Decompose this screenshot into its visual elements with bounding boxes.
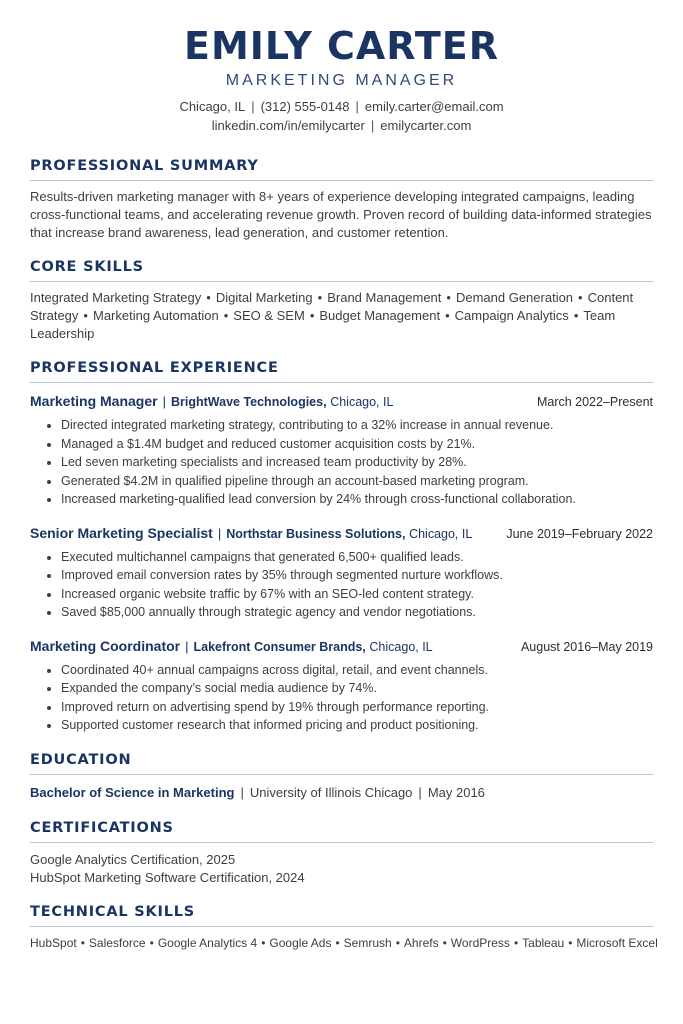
job-dates: August 2016–May 2019	[520, 639, 653, 654]
job-location: Chicago, IL	[369, 639, 433, 654]
contact-city: Chicago, IL	[179, 99, 246, 114]
job-bullet: • Supported customer research that informed pricing and product positioning.	[61, 716, 653, 735]
skill-item: Brand Management	[327, 290, 442, 305]
job-bullet: • Coordinated 40+ annual campaigns across digital, retail, and event channels.	[61, 661, 653, 680]
core-skills-section	[30, 258, 653, 343]
technical-skill-separator: •	[335, 935, 340, 950]
job-header	[30, 391, 653, 412]
skill-item: Integrated Marketing Strategy	[30, 290, 202, 305]
job-entry	[30, 523, 653, 622]
job-title: Marketing Coordinator	[30, 637, 181, 654]
education-date: May 2016	[427, 784, 485, 800]
technical-skill-item: Tableau	[522, 935, 565, 950]
technical-skill-item: Google Analytics 4	[157, 935, 258, 950]
job-bullet: • Led seven marketing specialists and increased team productivity by 28%.	[61, 453, 653, 472]
technical-skill-separator: •	[80, 935, 85, 950]
technical-skill-item: Semrush	[343, 935, 392, 950]
job-bullet: • Increased organic website traffic by 67% with an SEO-led content strategy.	[61, 585, 653, 604]
certifications-section	[30, 819, 653, 887]
job-separator: |	[217, 525, 222, 541]
technical-skills-section	[30, 903, 658, 952]
education-entry	[30, 783, 653, 803]
candidate-name: EMILY CARTER	[184, 24, 499, 68]
contact-phone[interactable]: (312) 555-0148	[260, 99, 350, 114]
education-section	[30, 751, 653, 803]
technical-skill-separator: •	[568, 935, 573, 950]
certification-item: Google Analytics Certification, 2025	[30, 851, 236, 867]
education-separator: |	[240, 784, 244, 800]
job-dates: March 2022–Present	[536, 395, 653, 409]
job-title: Marketing Manager	[30, 393, 158, 409]
skill-item: Demand Generation	[455, 290, 574, 305]
education-separator: |	[418, 784, 422, 800]
section-heading: PROFESSIONAL EXPERIENCE	[30, 359, 653, 383]
technical-skill-item: Google Ads	[269, 935, 332, 950]
job-company: Northstar Business Solutions,	[226, 526, 406, 541]
education-degree: Bachelor of Science in Marketing	[30, 784, 235, 800]
section-heading: TECHNICAL SKILLS	[30, 903, 653, 927]
job-heading	[30, 636, 433, 657]
contact-line-1	[30, 97, 653, 116]
job-separator: |	[185, 638, 189, 654]
summary-text: Results-driven marketing manager with 8+ years of experience developing integrated campaigns, leading cross-functional teams, and accelerating revenue growth. Proven record of building data-informed strategies that increase brand awareness, lead generation, and customer retention.	[30, 189, 652, 240]
job-heading	[30, 523, 472, 544]
technical-skills-list	[30, 934, 658, 952]
candidate-role: MARKETING MANAGER	[225, 72, 458, 89]
skill-item: SEO & SEM	[233, 308, 305, 323]
job-dates: June 2019–February 2022	[506, 526, 653, 541]
job-title: Senior Marketing Specialist	[30, 524, 213, 541]
job-bullet-list	[30, 416, 653, 509]
job-bullet: • Saved $85,000 annually through strategic agency and vendor negotiations.	[61, 603, 653, 622]
section-heading: EDUCATION	[30, 751, 653, 775]
job-company: BrightWave Technologies,	[170, 395, 327, 409]
section-heading: CORE SKILLS	[30, 258, 653, 282]
section-heading: CERTIFICATIONS	[30, 819, 653, 843]
skill-item: Marketing Automation	[92, 308, 219, 323]
section-heading: PROFESSIONAL SUMMARY	[30, 157, 653, 181]
education-school: University of Illinois Chicago	[249, 784, 413, 800]
technical-skill-separator: •	[395, 935, 400, 950]
skill-separator: •	[317, 290, 323, 305]
skill-separator: •	[83, 308, 88, 323]
job-bullet: • Directed integrated marketing strategy, contributing to a 32% increase in annual revenue.	[61, 416, 653, 435]
technical-skill-separator: •	[149, 935, 154, 950]
job-bullet: • Improved email conversion rates by 35% through segmented nurture workflows.	[61, 566, 653, 585]
skill-separator: •	[445, 308, 450, 323]
technical-skill-item: Salesforce	[88, 935, 146, 950]
skill-separator: •	[446, 290, 451, 305]
technical-skill-item: WordPress	[450, 935, 510, 950]
certification-item: HubSpot Marketing Software Certification, 2024	[30, 869, 305, 885]
job-location: Chicago, IL	[409, 526, 473, 541]
job-bullet: • Improved return on advertising spend by 19% through performance reporting.	[61, 698, 653, 717]
job-separator: |	[162, 394, 166, 409]
job-entry	[30, 636, 653, 735]
summary-section	[30, 157, 653, 242]
job-bullet-list	[30, 548, 653, 622]
skill-item: Content Strategy	[30, 290, 634, 323]
skill-separator: •	[223, 308, 229, 323]
job-header	[30, 636, 653, 657]
resume-header	[30, 0, 653, 135]
skill-item: Campaign Analytics	[454, 308, 569, 323]
skill-separator: •	[206, 290, 211, 305]
skill-item: Budget Management	[319, 308, 441, 323]
skill-separator: •	[309, 308, 315, 323]
technical-skill-item: Ahrefs	[403, 935, 439, 950]
job-bullet: • Executed multichannel campaigns that generated 6,500+ qualified leads.	[61, 548, 653, 567]
skill-item: Digital Marketing	[215, 290, 313, 305]
contact-email[interactable]: emily.carter@email.com	[364, 99, 504, 114]
job-heading	[30, 391, 393, 412]
contact-line-2	[30, 116, 653, 135]
job-company: Lakefront Consumer Brands,	[193, 639, 366, 654]
technical-skill-item: Microsoft Excel	[576, 935, 658, 950]
job-location: Chicago, IL	[330, 395, 394, 409]
certification-list	[30, 851, 653, 887]
core-skills-list	[30, 289, 653, 343]
job-entry	[30, 391, 653, 509]
job-header	[30, 523, 653, 544]
technical-skill-separator: •	[513, 935, 519, 950]
job-bullet: • Generated $4.2M in qualified pipeline through an account-based marketing program.	[61, 472, 653, 491]
job-bullet-list	[30, 661, 653, 735]
skill-separator: •	[578, 290, 583, 305]
job-bullet: • Managed a $1.4M budget and reduced customer acquisition costs by 21%.	[61, 435, 653, 454]
technical-skill-separator: •	[261, 935, 266, 950]
contact-separator: |	[355, 99, 359, 114]
job-bullet: • Expanded the company’s social media audience by 74%.	[61, 679, 653, 698]
experience-section	[30, 359, 653, 735]
technical-skill-separator: •	[442, 935, 447, 950]
skill-item: Team Leadership	[30, 308, 616, 341]
contact-website[interactable]: emilycarter.com	[380, 118, 472, 133]
job-bullet: • Increased marketing-qualified lead conversion by 24% through cross-functional collaboration.	[61, 490, 653, 509]
technical-skill-item: HubSpot	[30, 935, 77, 950]
job-list	[30, 391, 653, 735]
skill-separator: •	[573, 308, 579, 323]
contact-linkedin[interactable]: linkedin.com/in/emilycarter	[211, 118, 365, 133]
contact-separator: |	[251, 99, 255, 114]
contact-separator: |	[370, 118, 375, 133]
